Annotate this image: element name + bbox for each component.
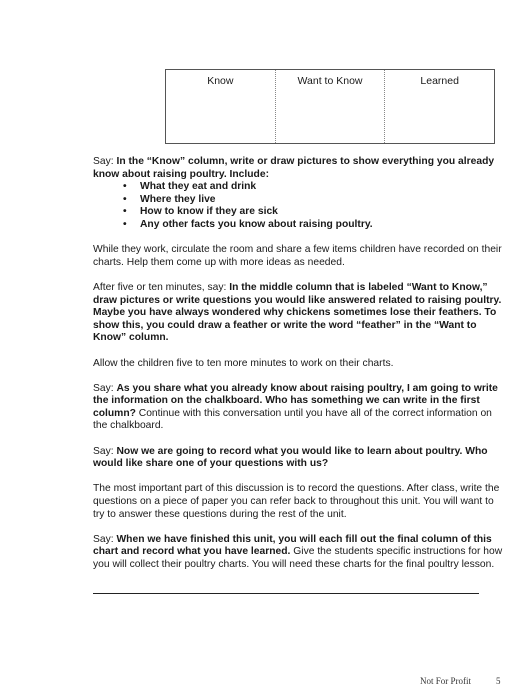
list-item: • How to know if they are sick [93, 206, 505, 219]
after-minutes-lead: After five or ten minutes, say: [93, 281, 230, 293]
section-divider [93, 593, 479, 594]
say-final-column: When we have finished this unit, you will each fill out the final column of this chart and record what you have learned. [93, 533, 492, 558]
say-lead: Say: [93, 445, 117, 457]
lesson-body [93, 156, 505, 584]
kwl-chart [165, 69, 495, 144]
say-share-knowledge: As you share what you already know about raising poultry, I am going to write the information on the chalkboard. Who has something we can write in the first column? [93, 382, 498, 419]
list-item: • Where they live [93, 194, 505, 207]
paragraph-final-column [93, 534, 505, 572]
kwl-column-want-to-know: Want to Know [275, 70, 385, 143]
say-lead: Say: [93, 382, 117, 394]
page-number: 5 [496, 676, 501, 686]
paragraph-share-knowledge [93, 383, 505, 433]
list-item: • What they eat and drink [93, 181, 505, 194]
paragraph-circulate: While they work, circulate the room and share a few items children have recorded on their charts. Help them come up with more ideas as needed. [93, 244, 502, 268]
continue-instruction: Continue with this conversation until you have all of the correct information on the chalkboard. [93, 407, 492, 432]
kwl-column-learned: Learned [384, 70, 494, 143]
say-lead: Say: [93, 156, 117, 167]
include-list [93, 181, 505, 231]
paragraph-want-to-know [93, 282, 505, 345]
say-record-questions: Now we are going to record what you would like to learn about poultry. Who would like share one of your questions with us? [93, 445, 488, 470]
paragraph-record-questions [93, 446, 505, 471]
say-want-to-know: In the middle column that is labeled “Want to Know,” draw pictures or write questions you would like answered related to raising poultry. Maybe you have always wondered why chickens sometimes lose their feathers. To show this, you could draw a feather or write the word “feather” in the “Want to Know” column. [93, 281, 502, 344]
say-lead: Say: [93, 533, 117, 545]
say-know-column: In the “Know” column, write or draw pictures to show everything you already know about raising poultry. Include: [93, 156, 495, 180]
list-item: • Any other facts you know about raising poultry. [93, 219, 505, 232]
footer-text: Not For Profit [420, 676, 472, 686]
paragraph-allow-time: Allow the children five to ten more minutes to work on their charts. [93, 357, 394, 369]
collect-instructions: Give the students specific instructions for how you will collect their poultry charts. You will need these charts for the final poultry lesson. [93, 546, 503, 570]
paragraph-important-part: The most important part of this discussion is to record the questions. After class, write the questions on a piece of paper you can refer back to throughout this unit. You will want to try to answer these questions during the rest of the unit. [93, 483, 500, 520]
kwl-column-know: Know [207, 75, 234, 87]
paragraph-know-instructions [93, 156, 505, 181]
